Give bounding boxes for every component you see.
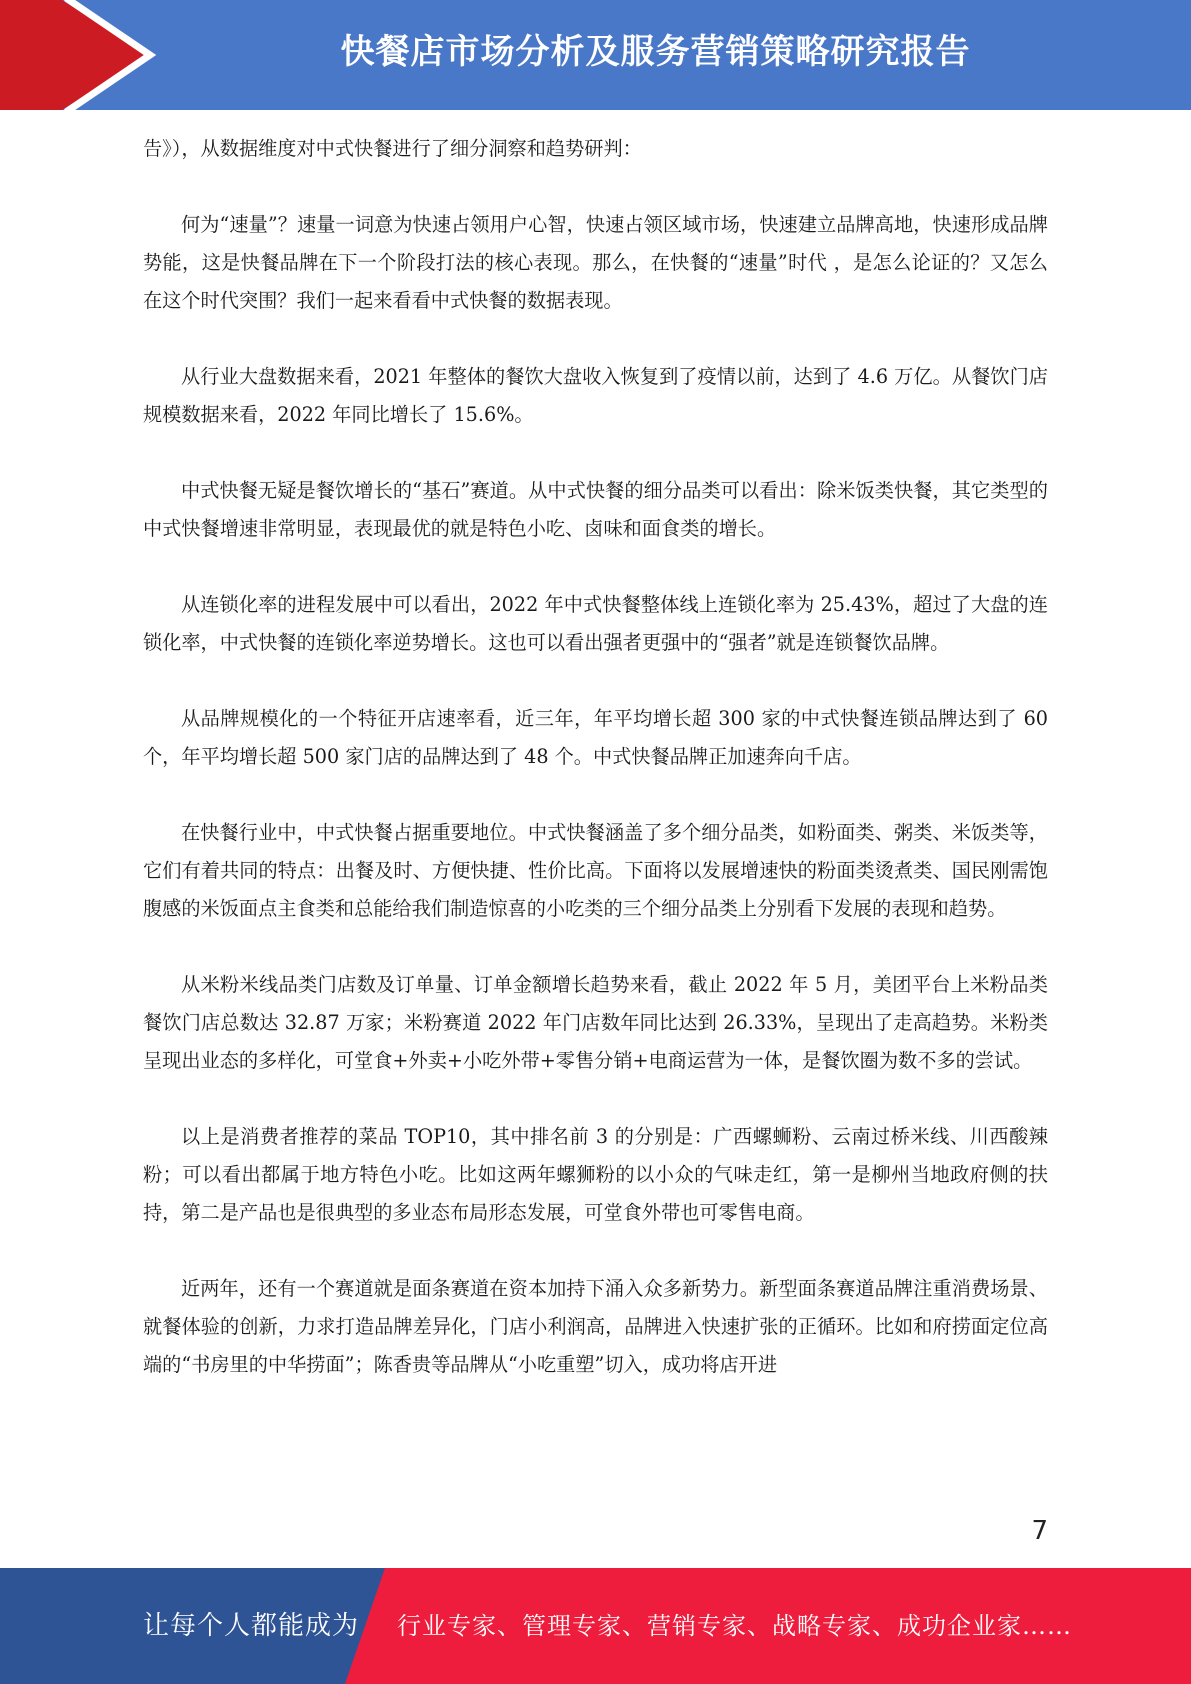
- paragraph-continuation: 告》），从数据维度对中式快餐进行了细分洞察和趋势研判：: [143, 137, 642, 160]
- paragraph: 从行业大盘数据来看，2021 年整体的餐饮大盘收入恢复到了疫情以前，达到了 4.6 万亿。从餐饮门店规模数据来看，2022 年同比增长了 15.6%。: [143, 365, 1048, 426]
- paragraph: 以上是消费者推荐的菜品 TOP10，其中排名前 3 的分别是：广西螺蛳粉、云南过桥米线、川西酸辣粉；可以看出都属于地方特色小吃。比如这两年螺狮粉的以小众的气味走红，第一是柳州当地政府侧的扶持，第二是产品也是很典型的多业态布局形态发展，可堂食外带也可零售电商。: [143, 1125, 1048, 1224]
- paragraph: 近两年，还有一个赛道就是面条赛道在资本加持下涌入众多新势力。新型面条赛道品牌注重消费场景、就餐体验的创新，力求打造品牌差异化，门店小利润高，品牌进入快速扩张的正循环。比如和府捞面定位高端的“书房里的中华捞面”；陈香贵等品牌从“小吃重塑”切入，成功将店开进: [143, 1277, 1048, 1376]
- page-number: 7: [1031, 1516, 1048, 1546]
- footer-slogan-left: 让每个人都能成为: [143, 1611, 360, 1641]
- page-header: [0, 0, 1191, 110]
- paragraph: 在快餐行业中，中式快餐占据重要地位。中式快餐涵盖了多个细分品类，如粉面类、粥类、米饭类等，它们有着共同的特点：出餐及时、方便快捷、性价比高。下面将以发展增速快的粉面类烫煮类、国民刚需饱腹感的米饭面点主食类和总能给我们制造惊喜的小吃类的三个细分品类上分别看下发展的表现和趋势。: [143, 821, 1048, 920]
- paragraph: 从米粉米线品类门店数及订单量、订单金额增长趋势来看，截止 2022 年 5 月，美团平台上米粉品类餐饮门店总数达 32.87 万家；米粉赛道 2022 年门店数年同比达到 26.33%，呈现出了走高趋势。米粉类呈现出业态的多样化，可堂食+外卖+小吃外带+零售分销+电商运营为一体，是餐饮圈为数不多的尝试。: [143, 973, 1048, 1072]
- paragraph: 从品牌规模化的一个特征开店速率看，近三年，年平均增长超 300 家的中式快餐连锁品牌达到了 60 个，年平均增长超 500 家门店的品牌达到了 48 个。中式快餐品牌正加速奔向千店。: [143, 707, 1048, 768]
- paragraph: 何为“速量”？速量一词意为快速占领用户心智，快速占领区域市场，快速建立品牌高地，快速形成品牌势能，这是快餐品牌在下一个阶段打法的核心表现。那么，在快餐的“速量”时代 ，是怎么论证的？又怎么在这个时代突围？我们一起来看看中式快餐的数据表现。: [143, 213, 1048, 312]
- report-title: 快餐店市场分析及服务营销策略研究报告: [340, 32, 971, 72]
- footer-slogan-right: 行业专家、管理专家、营销专家、战略专家、成功企业家……: [397, 1612, 1072, 1640]
- paragraph: 从连锁化率的进程发展中可以看出，2022 年中式快餐整体线上连锁化率为 25.43%，超过了大盘的连锁化率，中式快餐的连锁化率逆势增长。这也可以看出强者更强中的“强者”就是连锁餐饮品牌。: [143, 593, 1048, 654]
- paragraph: 中式快餐无疑是餐饮增长的“基石”赛道。从中式快餐的细分品类可以看出：除米饭类快餐，其它类型的中式快餐增速非常明显，表现最优的就是特色小吃、卤味和面食类的增长。: [143, 479, 1048, 540]
- main-content: [143, 130, 1048, 1422]
- page-footer: [0, 1568, 1191, 1684]
